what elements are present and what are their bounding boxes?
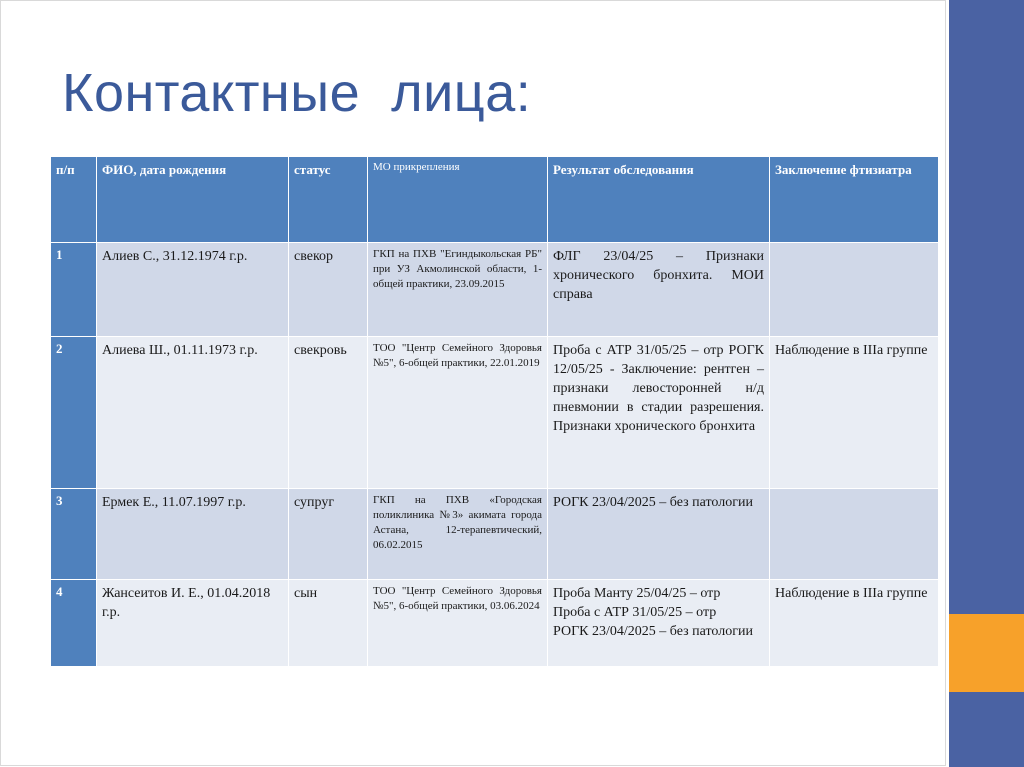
header-status: статус [289,157,368,243]
row-conclusion [770,243,939,337]
row-result: ФЛГ 23/04/25 – Признаки хронического бронхита. МОИ справа [548,243,770,337]
table-header-row [51,157,939,243]
row-name: Алиева Ш., 01.11.1973 г.р. [97,337,289,489]
row-num: 2 [51,337,97,489]
header-num: п/п [51,157,97,243]
row-name: Алиев С., 31.12.1974 г.р. [97,243,289,337]
row-mo: ТОО "Центр Семейного Здоровья №5", 6-общей практики, 03.06.2024 [368,580,548,667]
row-name: Ермек Е., 11.07.1997 г.р. [97,489,289,580]
row-status: свекровь [289,337,368,489]
slide-title: Контактные лица: [62,63,532,123]
side-accent-orange-block [949,614,1024,692]
row-mo: ГКП на ПХВ "Егиндыкольская РБ" при УЗ Акмолинской области, 1-общей практики, 23.09.2015 [368,243,548,337]
contacts-table [50,156,939,667]
row-result: Проба с АТР 31/05/25 – отр РОГК 12/05/25 - Заключение: рентген – признаки левосторонней н/д пневмонии в стадии разрешения. Признаки хронического бронхита [548,337,770,489]
row-name: Жансеитов И. Е., 01.04.2018 г.р. [97,580,289,667]
row-mo: ТОО "Центр Семейного Здоровья №5", 6-общей практики, 22.01.2019 [368,337,548,489]
header-name: ФИО, дата рождения [97,157,289,243]
row-mo: ГКП на ПХВ «Городская поликлиника №3» акимата города Астана, 12-терапевтический, 06.02.2015 [368,489,548,580]
table-row [51,243,939,337]
row-conclusion: Наблюдение в IIIa группе [770,580,939,667]
table-row [51,489,939,580]
row-result: Проба Манту 25/04/25 – отр Проба с АТР 31/05/25 – отр РОГК 23/04/2025 – без патологии [548,580,770,667]
table-row [51,337,939,489]
header-conclusion: Заключение фтизиатра [770,157,939,243]
row-conclusion [770,489,939,580]
row-conclusion: Наблюдение в IIIa группе [770,337,939,489]
row-num: 1 [51,243,97,337]
row-status: свекор [289,243,368,337]
row-status: супруг [289,489,368,580]
row-num: 3 [51,489,97,580]
header-result: Результат обследования [548,157,770,243]
row-num: 4 [51,580,97,667]
row-status: сын [289,580,368,667]
table-row [51,580,939,667]
header-mo: МО прикрепления [368,157,548,243]
row-result: РОГК 23/04/2025 – без патологии [548,489,770,580]
